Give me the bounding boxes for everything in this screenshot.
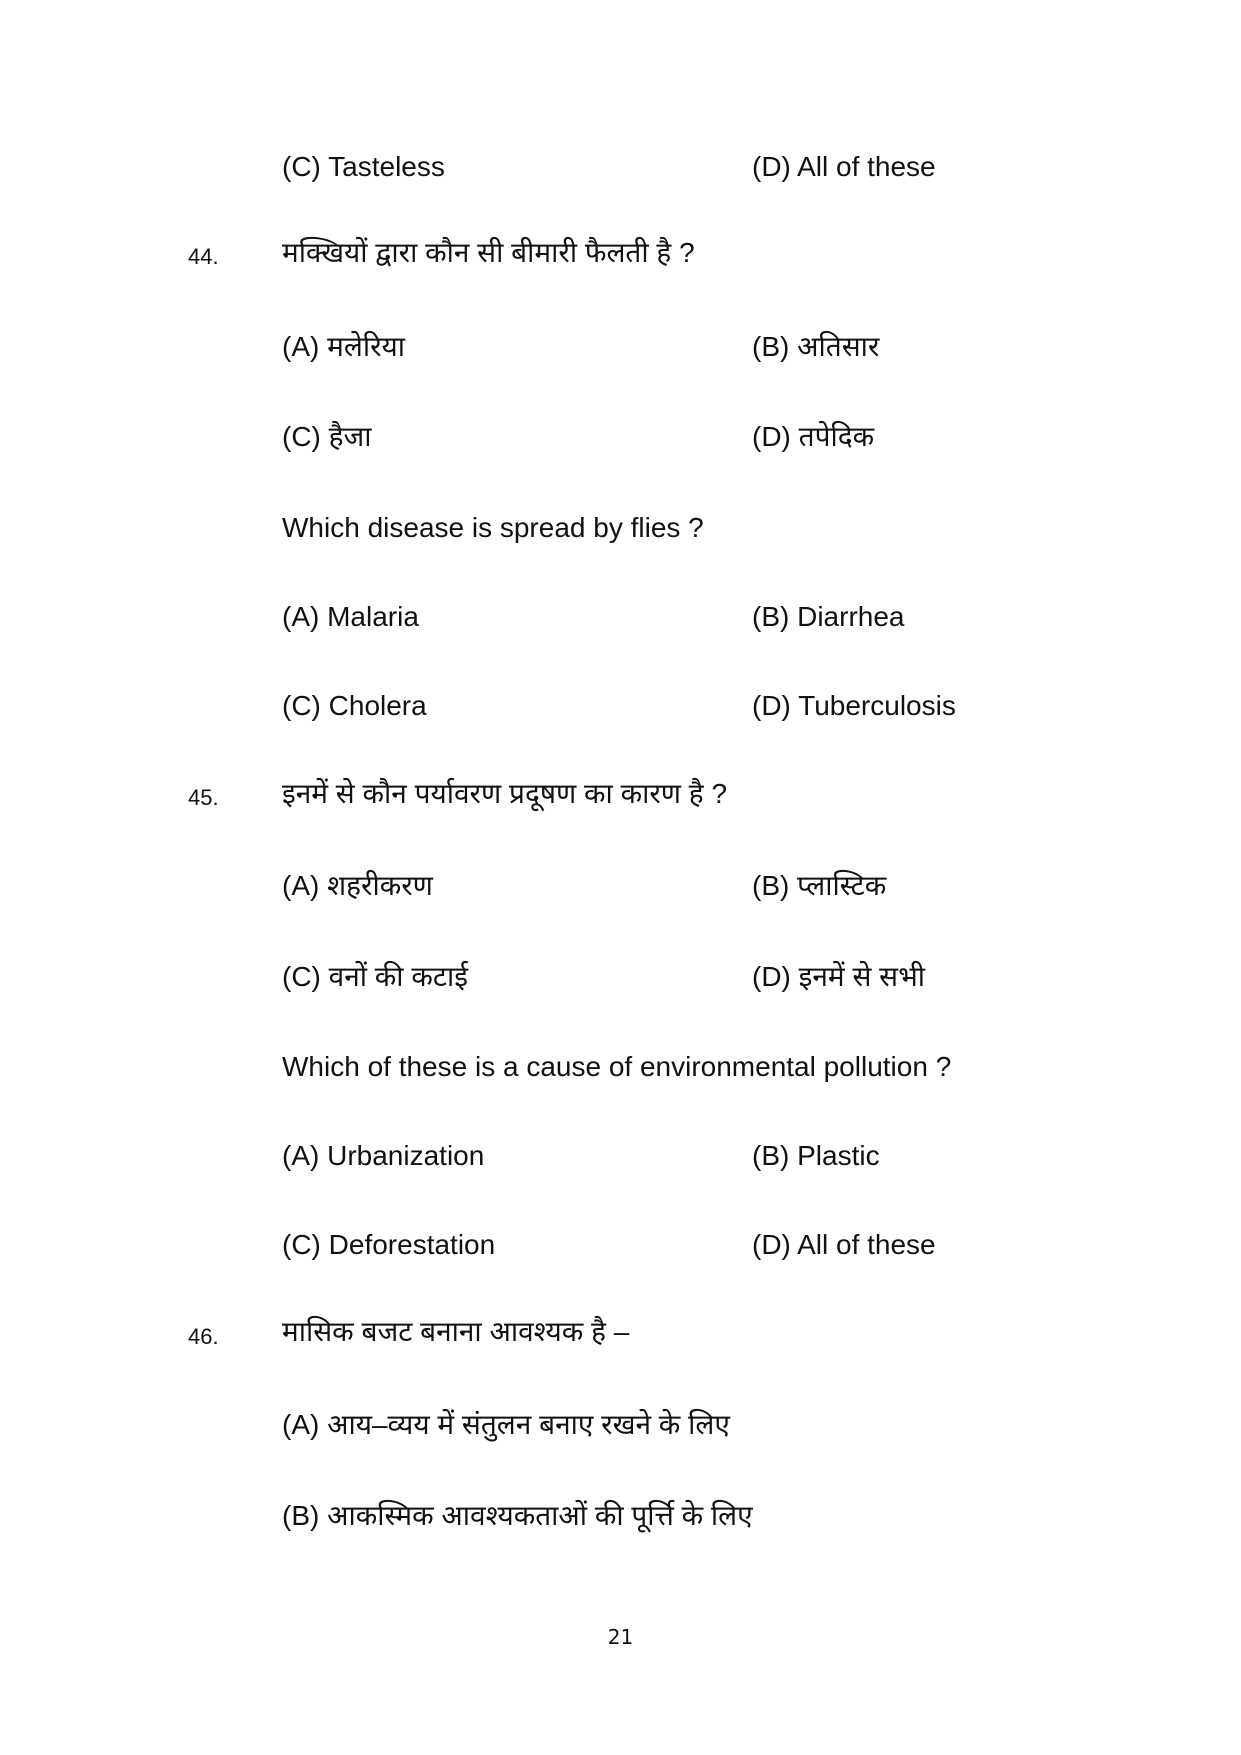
q45-hindi-option-c: (C) वनों की कटाई: [282, 961, 468, 992]
q44-hindi-option-d: (D) तपेदिक: [752, 421, 875, 452]
q45-english-option-a: (A) Urbanization: [282, 1140, 485, 1171]
question-45-english: Which of these is a cause of environmental pollution ?: [282, 1051, 952, 1082]
question-45-number: 45.: [188, 785, 219, 810]
question-46-number: 46.: [188, 1324, 219, 1349]
carryover-option-d: (D) All of these: [752, 151, 936, 182]
q46-hindi-option-b: (B) आकस्मिक आवश्यकताओं की पूर्त्ति के लिए: [282, 1500, 753, 1531]
q45-english-option-b: (B) Plastic: [752, 1140, 880, 1171]
q44-english-option-a: (A) Malaria: [282, 601, 419, 632]
q44-hindi-option-b: (B) अतिसार: [752, 331, 880, 362]
q44-hindi-option-a: (A) मलेरिया: [282, 331, 406, 362]
question-46-hindi: मासिक बजट बनाना आवश्यक है –: [282, 1316, 630, 1347]
q44-english-option-c: (C) Cholera: [282, 690, 427, 721]
question-44-number: 44.: [188, 244, 219, 269]
q45-english-option-c: (C) Deforestation: [282, 1229, 496, 1260]
q45-hindi-option-a: (A) शहरीकरण: [282, 870, 433, 901]
question-44-english: Which disease is spread by flies ?: [282, 512, 704, 543]
question-44-hindi: मक्खियों द्वारा कौन सी बीमारी फैलती है ?: [282, 237, 695, 268]
q45-hindi-option-b: (B) प्लास्टिक: [752, 870, 887, 901]
q45-english-option-d: (D) All of these: [752, 1229, 936, 1260]
carryover-option-c: (C) Tasteless: [282, 151, 445, 182]
page-number: 21: [607, 1625, 634, 1649]
q44-english-option-b: (B) Diarrhea: [752, 601, 905, 632]
q46-hindi-option-a: (A) आय–व्यय में संतुलन बनाए रखने के लिए: [282, 1409, 730, 1440]
q45-hindi-option-d: (D) इनमें से सभी: [752, 961, 926, 992]
q44-english-option-d: (D) Tuberculosis: [752, 690, 956, 721]
question-45-hindi: इनमें से कौन पर्यावरण प्रदूषण का कारण है ?: [282, 778, 728, 809]
q44-hindi-option-c: (C) हैजा: [282, 421, 372, 452]
